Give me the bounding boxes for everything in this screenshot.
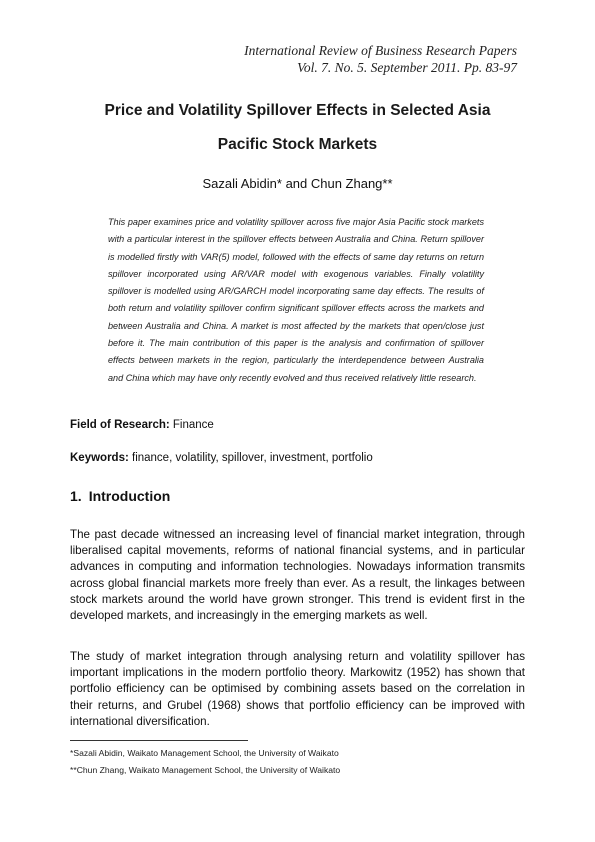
section-heading-introduction [70, 487, 170, 505]
field-of-research-value: Finance [172, 419, 214, 431]
body-paragraph: The past decade witnessed an increasing level of financial market integration, through liberalised capital movements, reforms of national financial systems, and in particular advances in computing and information technologies. Nowadays information transmits across global financial markets more freely than ever. As a result, the linkages between stock markets around the world have grown stronger. This trend is evident first in the developed markets, and increasingly in the emerging markets as well. [70, 528, 525, 623]
body-paragraph: The study of market integration through analysing return and volatility spillover has important implications in the modern portfolio theory. Markowitz (1952) has shown that portfolio efficiency can be optimised by combining assets based on the correlation in their returns, and Grubel (1968) shows that portfolio efficiency can be improved with international diversification. [70, 650, 525, 728]
paper-title-line-1: Price and Volatility Spillover Effects in Selected Asia [104, 102, 491, 119]
paper-title [70, 94, 525, 162]
paper-title-line-2: Pacific Stock Markets [217, 136, 378, 153]
abstract-text: This paper examines price and volatility spillover across five major Asia Pacific stock markets with a particular interest in the spillover effects between Australia and China. Return spillover is modelled firstly with VAR(5) model, followed with the effects of same day returns on return spillover incorporated using AR/VAR model with exogenous variables. Finally volatility spillover is modelled using AR/GARCH model incorporating same day effects. The results of both return and volatility spillover confirm significant spillover effects across the markets and between Australia and China. A market is most affected by the markets that open/close just before it. The main contribution of this paper is the analysis and confirmation of spillover effects between markets in the region, particularly the interdependence between Australia and China which may have only recently evolved and thus received relatively little research. [108, 217, 484, 383]
journal-issue: Vol. 7. No. 5. September 2011. Pp. 83-97 [297, 60, 517, 75]
footnote-author-1: *Sazali Abidin, Waikato Management School, the University of Waikato [70, 748, 339, 758]
keywords [70, 451, 373, 465]
paper-authors: Sazali Abidin* and Chun Zhang** [202, 176, 393, 191]
keywords-value: finance, volatility, spillover, investment, portfolio [132, 452, 373, 464]
journal-header [244, 42, 517, 76]
section-number: 1. [70, 488, 82, 504]
journal-name: International Review of Business Research Papers [244, 43, 517, 58]
footnotes [70, 745, 340, 779]
keywords-label: Keywords: [70, 452, 129, 464]
field-of-research-label: Field of Research: [70, 419, 170, 431]
footnote-divider [70, 740, 248, 741]
footnote-author-2: **Chun Zhang, Waikato Management School, the University of Waikato [70, 765, 341, 775]
section-title: Introduction [88, 488, 171, 504]
field-of-research [70, 418, 214, 432]
